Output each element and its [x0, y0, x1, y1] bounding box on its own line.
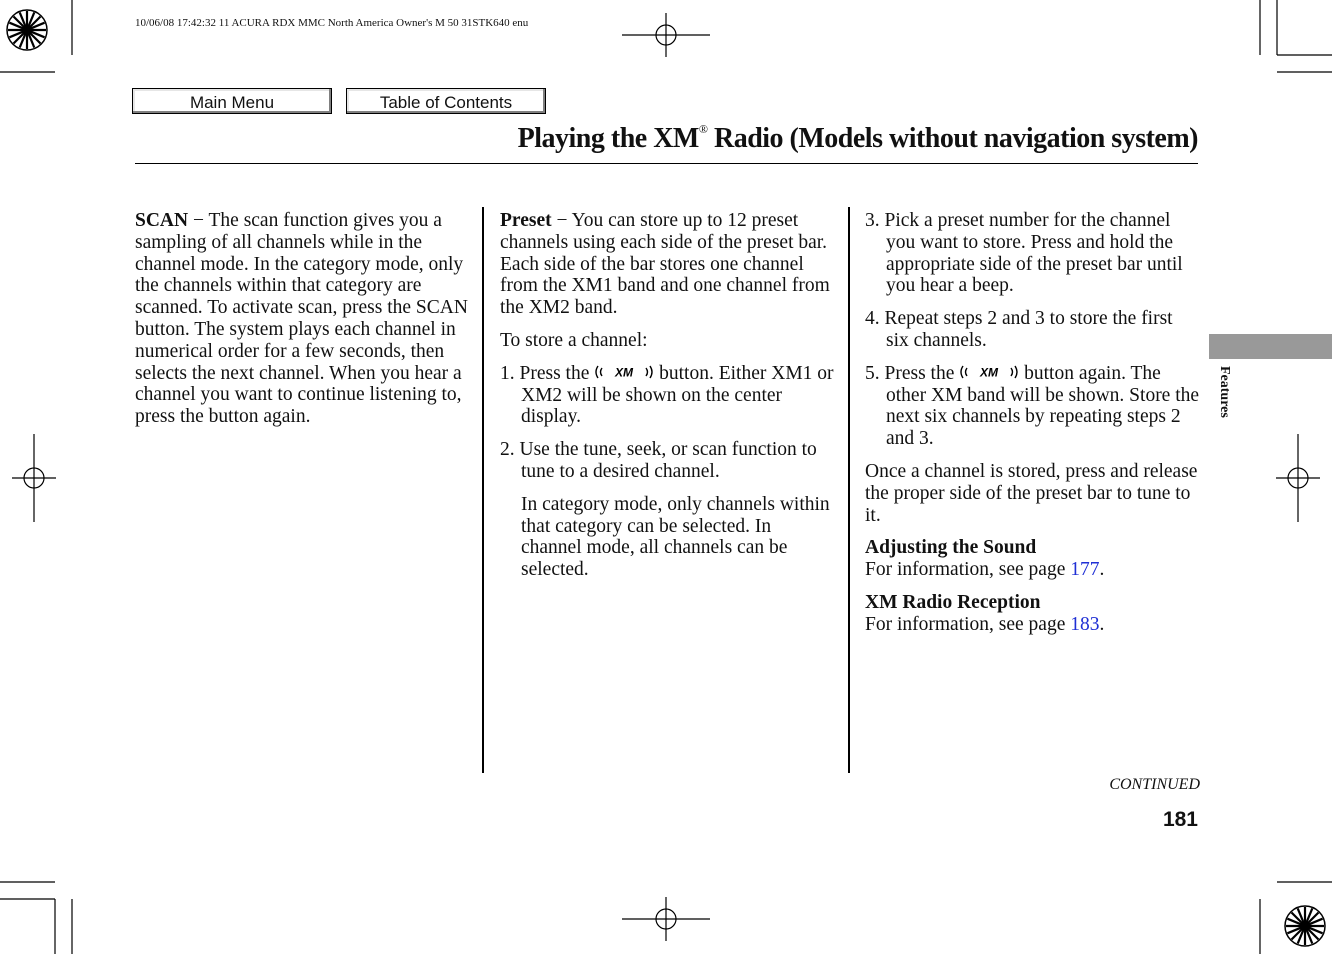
column-steps	[865, 210, 1200, 647]
store-intro: To store a channel:	[500, 329, 648, 351]
scan-dash: −	[188, 210, 209, 231]
step-4: 4. Repeat steps 2 and 3 to store the first six channels.	[865, 308, 1173, 351]
crop-target-icon	[12, 434, 56, 522]
page-177-link[interactable]: 177	[1070, 559, 1100, 581]
title-rule	[135, 163, 1198, 164]
xm-button-icon	[959, 365, 1019, 379]
period: .	[1099, 613, 1105, 635]
page-183-link[interactable]: 183	[1070, 613, 1100, 635]
preset-text: You can store up to 12 preset channels using each side of the preset bar. Each side of the bar stores one channel from the XM1 band and one channel from the XM2 band.	[500, 210, 830, 319]
column-scan	[135, 210, 470, 439]
scan-paragraph	[135, 210, 470, 428]
once-stored-paragraph: Once a channel is stored, press and release the proper side of the preset bar to tune to it.	[865, 460, 1198, 526]
column-divider	[848, 207, 850, 773]
svg-text:XM: XM	[980, 365, 999, 379]
adjusting-sound-heading: Adjusting the Sound	[865, 537, 1037, 559]
preset-term: Preset	[500, 210, 552, 231]
crop-target-icon	[622, 897, 710, 941]
step-5-end: button again. The other XM band will be shown. Store the next six channels by repeating steps 2 and 3.	[886, 362, 1200, 450]
section-label-text: Features	[1217, 366, 1232, 418]
title-start: Playing the XM	[517, 123, 699, 154]
preset-dash: −	[551, 210, 572, 231]
registered-mark: ®	[698, 122, 708, 136]
crop-target-icon	[622, 13, 710, 57]
step-2-note: In category mode, only channels within that category can be selected. In channel mode, all channels can be selected.	[521, 493, 830, 581]
column-preset	[500, 210, 835, 592]
step-1	[500, 363, 835, 428]
section-tab	[1209, 334, 1332, 359]
step-2: 2. Use the tune, seek, or scan function to tune to a desired channel.	[500, 439, 817, 482]
period: .	[1099, 559, 1105, 581]
page-number: 181	[1162, 808, 1198, 831]
table-of-contents-button[interactable]: Table of Contents	[346, 88, 546, 114]
column-divider	[482, 207, 484, 773]
print-metadata: 10/06/08 17:42:32 11 ACURA RDX MMC North America Owner's M 50 31STK640 enu	[135, 17, 529, 29]
step-5-start: 5. Press the	[865, 362, 960, 384]
adjusting-sound-section	[865, 537, 1200, 581]
registration-mark-icon	[1283, 904, 1327, 948]
step-5	[865, 363, 1200, 450]
continued-label: CONTINUED	[1109, 776, 1200, 793]
scan-text: The scan function gives you a sampling of all channels while in the channel mode. In the category mode, only the channels within that category are scanned. To activate scan, press the SCAN button. The system plays each channel in numerical order for a few seconds, then selects the next channel. When you hear a channel you want to continue listening to, press the button again.	[135, 210, 468, 428]
main-menu-button[interactable]: Main Menu	[132, 88, 332, 114]
adjusting-sound-text: For information, see page	[865, 559, 1071, 581]
step-3: 3. Pick a preset number for the channel you want to store. Press and hold the appropriate side of the preset bar until you hear a beep.	[865, 210, 1183, 297]
registration-mark-icon	[5, 8, 49, 52]
title-end: Radio (Models without navigation system)	[707, 123, 1198, 154]
xm-reception-heading: XM Radio Reception	[865, 591, 1041, 613]
section-label	[1214, 366, 1232, 438]
xm-button-icon	[594, 365, 654, 379]
crop-target-icon	[1276, 434, 1320, 522]
xm-reception-section	[865, 592, 1200, 636]
step-1-end: button. Either XM1 or XM2 will be shown on the center display.	[521, 362, 834, 428]
svg-text:XM: XM	[615, 365, 634, 379]
page-title	[518, 122, 1198, 155]
step-1-start: 1. Press the	[500, 362, 595, 384]
xm-reception-text: For information, see page	[865, 613, 1071, 635]
preset-paragraph	[500, 210, 835, 319]
scan-term: SCAN	[135, 210, 189, 231]
